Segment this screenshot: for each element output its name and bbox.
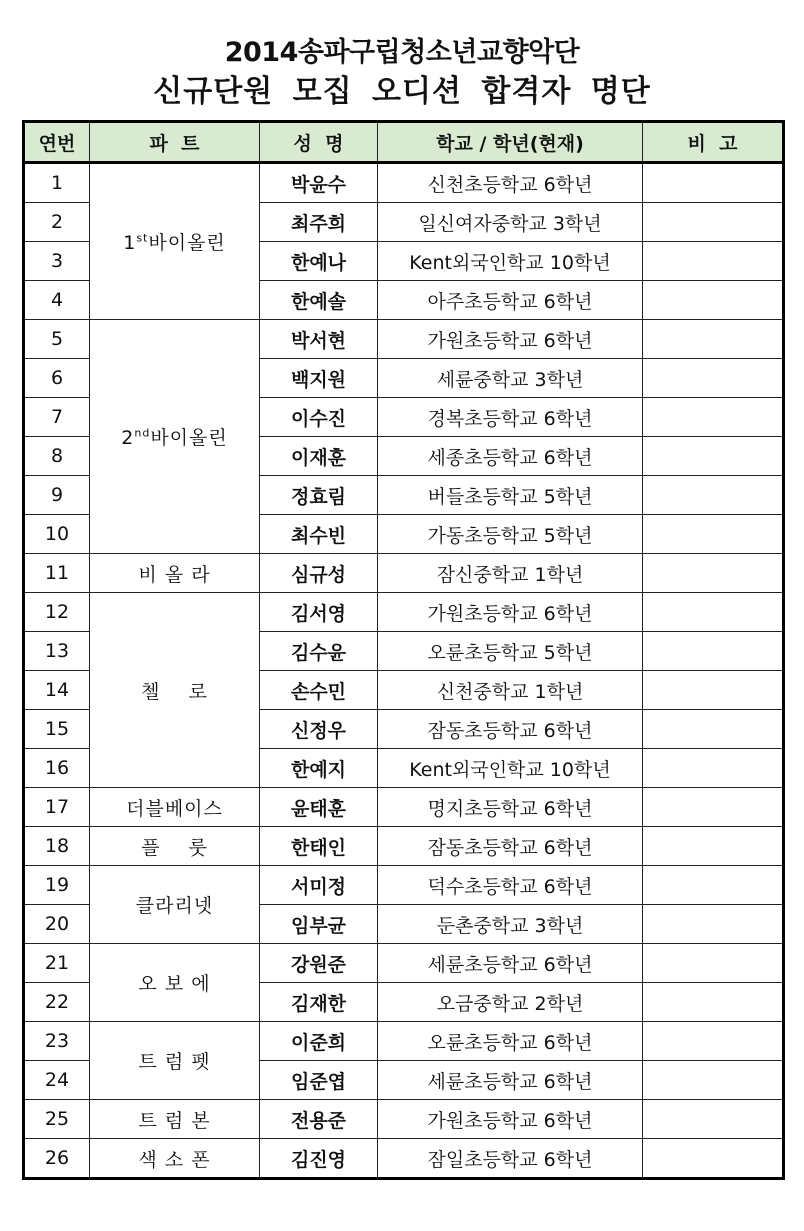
row-note [643, 749, 784, 788]
row-note [643, 944, 784, 983]
row-name: 이수진 [260, 398, 378, 437]
roster-table [22, 120, 785, 1180]
row-name: 윤태훈 [260, 788, 378, 827]
part-violin2-sup: nd [134, 426, 151, 440]
row-school: 가원초등학교 6학년 [378, 320, 643, 359]
document-title: 2014송파구립청소년교향악단 [224, 37, 580, 68]
row-num: 20 [24, 905, 90, 944]
part-violin1-sup: st [136, 231, 149, 245]
row-note [643, 632, 784, 671]
table-row [24, 1022, 784, 1061]
row-name: 최수빈 [260, 515, 378, 554]
row-note [643, 1061, 784, 1100]
row-school: 오금중학교 2학년 [378, 983, 643, 1022]
row-note [643, 710, 784, 749]
row-name: 서미정 [260, 866, 378, 905]
table-row [24, 554, 784, 593]
row-num: 12 [24, 593, 90, 632]
row-school: 세륜중학교 3학년 [378, 359, 643, 398]
row-note [643, 163, 784, 203]
row-school: 덕수초등학교 6학년 [378, 866, 643, 905]
table-row [24, 163, 784, 203]
row-name: 신정우 [260, 710, 378, 749]
row-note [643, 866, 784, 905]
row-name: 임부균 [260, 905, 378, 944]
header-school: 학교 / 학년(현재) [378, 122, 643, 163]
row-name: 박윤수 [260, 163, 378, 203]
row-num: 4 [24, 281, 90, 320]
row-note [643, 983, 784, 1022]
row-num: 24 [24, 1061, 90, 1100]
row-num: 25 [24, 1100, 90, 1139]
row-num: 17 [24, 788, 90, 827]
part-viola: 비 올 라 [90, 554, 260, 593]
row-name: 최주희 [260, 203, 378, 242]
part-violin1-num: 1 [123, 232, 137, 254]
row-note [643, 1100, 784, 1139]
row-note [643, 515, 784, 554]
header-part: 파 트 [90, 122, 260, 163]
row-note [643, 827, 784, 866]
row-note [643, 593, 784, 632]
row-school: 버들초등학교 5학년 [378, 476, 643, 515]
row-school: 가원초등학교 6학년 [378, 1100, 643, 1139]
table-row [24, 866, 784, 905]
row-school: Kent외국인학교 10학년 [378, 242, 643, 281]
row-name: 박서현 [260, 320, 378, 359]
table-row [24, 788, 784, 827]
part-doublebass: 더블베이스 [90, 788, 260, 827]
row-name: 김서영 [260, 593, 378, 632]
row-note [643, 281, 784, 320]
part-saxophone: 색 소 폰 [90, 1139, 260, 1179]
row-num: 13 [24, 632, 90, 671]
row-num: 16 [24, 749, 90, 788]
row-name: 김수윤 [260, 632, 378, 671]
part-violin2-num: 2 [121, 427, 135, 449]
header-note: 비 고 [643, 122, 784, 163]
part-clarinet: 클라리넷 [90, 866, 260, 944]
table-row [24, 827, 784, 866]
table-row [24, 1100, 784, 1139]
row-note [643, 398, 784, 437]
row-name: 이재훈 [260, 437, 378, 476]
row-school: 오륜초등학교 5학년 [378, 632, 643, 671]
row-num: 5 [24, 320, 90, 359]
row-note [643, 476, 784, 515]
row-school: 가동초등학교 5학년 [378, 515, 643, 554]
row-num: 6 [24, 359, 90, 398]
document-subtitle: 신규단원 모집 오디션 합격자 명단 [153, 74, 651, 109]
row-note [643, 437, 784, 476]
row-school: 명지초등학교 6학년 [378, 788, 643, 827]
row-num: 8 [24, 437, 90, 476]
row-name: 정효림 [260, 476, 378, 515]
header-name: 성 명 [260, 122, 378, 163]
row-name: 백지원 [260, 359, 378, 398]
part-violin2-text: 바이올린 [150, 427, 228, 449]
row-school: 일신여자중학교 3학년 [378, 203, 643, 242]
row-school: 경복초등학교 6학년 [378, 398, 643, 437]
part-trumpet: 트 럼 펫 [90, 1022, 260, 1100]
row-school: 둔촌중학교 3학년 [378, 905, 643, 944]
row-num: 2 [24, 203, 90, 242]
row-school: 잠신중학교 1학년 [378, 554, 643, 593]
row-school: 잠일초등학교 6학년 [378, 1139, 643, 1179]
row-name: 강원준 [260, 944, 378, 983]
row-note [643, 554, 784, 593]
row-name: 심규성 [260, 554, 378, 593]
row-school: 오륜초등학교 6학년 [378, 1022, 643, 1061]
row-num: 10 [24, 515, 90, 554]
row-num: 15 [24, 710, 90, 749]
row-num: 7 [24, 398, 90, 437]
row-school: 가원초등학교 6학년 [378, 593, 643, 632]
row-note [643, 671, 784, 710]
header-num: 연번 [24, 122, 90, 163]
row-school: 잠동초등학교 6학년 [378, 710, 643, 749]
part-oboe: 오 보 에 [90, 944, 260, 1022]
row-note [643, 788, 784, 827]
table-header-row [24, 122, 784, 163]
row-name: 한예지 [260, 749, 378, 788]
row-note [643, 242, 784, 281]
row-note [643, 359, 784, 398]
row-note [643, 320, 784, 359]
row-name: 이준희 [260, 1022, 378, 1061]
part-trombone: 트 럼 본 [90, 1100, 260, 1139]
row-school: 신천중학교 1학년 [378, 671, 643, 710]
row-school: 세륜초등학교 6학년 [378, 1061, 643, 1100]
row-school: 잠동초등학교 6학년 [378, 827, 643, 866]
row-name: 한예솔 [260, 281, 378, 320]
row-num: 19 [24, 866, 90, 905]
row-school: 아주초등학교 6학년 [378, 281, 643, 320]
table-row [24, 320, 784, 359]
row-name: 김재한 [260, 983, 378, 1022]
row-num: 9 [24, 476, 90, 515]
row-num: 11 [24, 554, 90, 593]
row-name: 임준엽 [260, 1061, 378, 1100]
table-row [24, 1139, 784, 1179]
part-violin2 [90, 320, 260, 554]
row-num: 18 [24, 827, 90, 866]
row-name: 한태인 [260, 827, 378, 866]
row-num: 26 [24, 1139, 90, 1179]
row-school: 세륜초등학교 6학년 [378, 944, 643, 983]
part-violin1-text: 바이올린 [148, 232, 226, 254]
row-note [643, 905, 784, 944]
row-note [643, 1022, 784, 1061]
part-cello: 첼 로 [90, 593, 260, 788]
row-school: 신천초등학교 6학년 [378, 163, 643, 203]
part-violin1 [90, 163, 260, 320]
row-note [643, 1139, 784, 1179]
row-num: 1 [24, 163, 90, 203]
part-flute: 플 룻 [90, 827, 260, 866]
row-note [643, 203, 784, 242]
row-num: 14 [24, 671, 90, 710]
row-name: 김진영 [260, 1139, 378, 1179]
row-school: Kent외국인학교 10학년 [378, 749, 643, 788]
table-row [24, 593, 784, 632]
row-num: 23 [24, 1022, 90, 1061]
row-name: 한예나 [260, 242, 378, 281]
table-row [24, 944, 784, 983]
row-name: 손수민 [260, 671, 378, 710]
row-name: 전용준 [260, 1100, 378, 1139]
row-num: 3 [24, 242, 90, 281]
row-school: 세종초등학교 6학년 [378, 437, 643, 476]
row-num: 21 [24, 944, 90, 983]
row-num: 22 [24, 983, 90, 1022]
